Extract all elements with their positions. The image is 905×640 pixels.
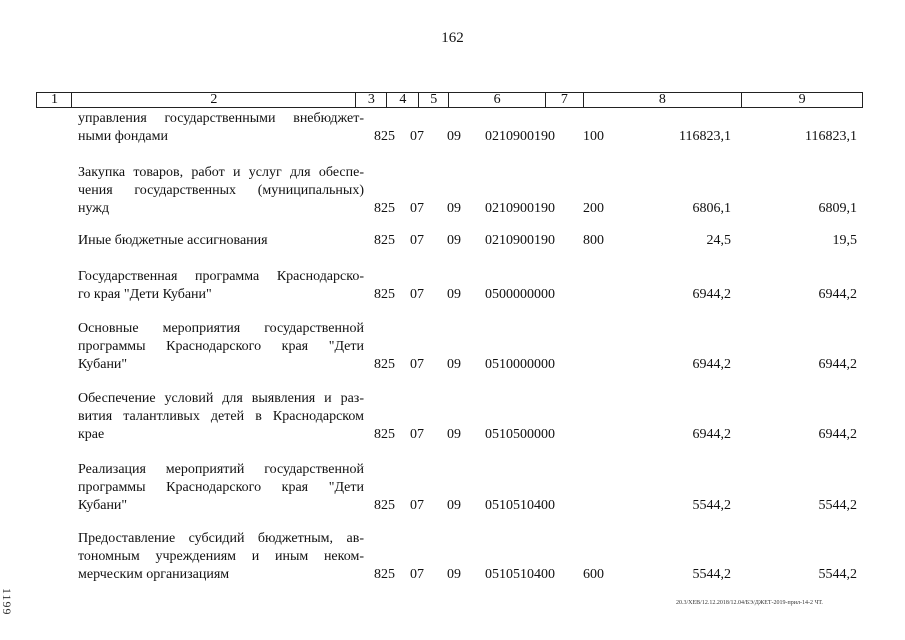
section-code: 07 — [410, 498, 424, 513]
ved-code: 825 — [374, 233, 395, 248]
table-row — [0, 164, 905, 218]
footer-code: 20.3/ХЕВ/12.12.2018/12.04/БЭ/ДЖЕТ-2019-прил-14-2 ЧТ. — [676, 600, 823, 606]
description-line: вития талантливых детей в Краснодарском — [78, 409, 364, 424]
amount-year-2: 6944,2 — [818, 357, 857, 372]
header-cell-9: 9 — [798, 93, 806, 107]
subsection-code: 09 — [447, 498, 461, 513]
amount-year-1: 6944,2 — [692, 427, 731, 442]
subsection-code: 09 — [447, 201, 461, 216]
row-description — [78, 390, 364, 444]
subsection-code: 09 — [447, 129, 461, 144]
ved-code: 825 — [374, 567, 395, 582]
amount-year-2: 19,5 — [832, 233, 857, 248]
amount-year-1: 6806,1 — [692, 201, 731, 216]
table-row — [0, 232, 905, 250]
target-article-code: 0510510400 — [485, 498, 555, 513]
description-line: Реализация мероприятий государственной — [78, 462, 364, 477]
description-line: го края "Дети Кубани" — [78, 287, 212, 302]
target-article-code: 0510510400 — [485, 567, 555, 582]
expense-type-code: 600 — [583, 567, 604, 582]
amount-year-2: 6944,2 — [818, 427, 857, 442]
amount-year-1: 116823,1 — [679, 129, 731, 144]
amount-year-2: 5544,2 — [818, 498, 857, 513]
subsection-code: 09 — [447, 233, 461, 248]
subsection-code: 09 — [447, 357, 461, 372]
table-row — [0, 390, 905, 444]
target-article-code: 0210900190 — [485, 129, 555, 144]
row-description — [78, 232, 364, 250]
amount-year-2: 116823,1 — [805, 129, 857, 144]
page-number: 162 — [441, 30, 464, 46]
header-cell-2: 2 — [72, 93, 356, 107]
subsection-code: 09 — [447, 287, 461, 302]
header-cell-1: 1 — [37, 93, 72, 107]
section-code: 07 — [410, 427, 424, 442]
side-mark: 1199 — [0, 588, 14, 616]
header-cell-6: 6 — [449, 93, 546, 107]
section-code: 07 — [410, 357, 424, 372]
row-description — [78, 530, 364, 584]
amount-year-2: 6809,1 — [818, 201, 857, 216]
header-cell-4: 4 — [387, 93, 419, 107]
ved-code: 825 — [374, 201, 395, 216]
description-line: чения государственных (муниципальных) — [78, 183, 364, 198]
row-description — [78, 110, 364, 146]
description-line: нужд — [78, 201, 110, 216]
table-row — [0, 320, 905, 374]
subsection-code: 09 — [447, 567, 461, 582]
header-cell-7: 7 — [546, 93, 584, 107]
description-line: Предоставление субсидий бюджетным, ав- — [78, 531, 364, 546]
table-row — [0, 268, 905, 304]
description-line: Государственная программа Краснодарско- — [78, 269, 364, 284]
header-cell-5: 5 — [419, 93, 449, 107]
description-line: тономным учреждениям и иным неком- — [78, 549, 364, 564]
ved-code: 825 — [374, 427, 395, 442]
description-line: ными фондами — [78, 129, 169, 144]
description-line: Основные мероприятия государственной — [78, 321, 364, 336]
table-row — [0, 110, 905, 146]
ved-code: 825 — [374, 357, 395, 372]
amount-year-1: 6944,2 — [692, 287, 731, 302]
section-code: 07 — [410, 129, 424, 144]
target-article-code: 0510000000 — [485, 357, 555, 372]
ved-code: 825 — [374, 129, 395, 144]
table-row — [0, 461, 905, 515]
table-header-row — [36, 92, 863, 108]
target-article-code: 0210900190 — [485, 201, 555, 216]
header-cell-3: 3 — [356, 93, 387, 107]
description-line: Кубани" — [78, 498, 128, 513]
target-article-code: 0210900190 — [485, 233, 555, 248]
table-row — [0, 530, 905, 584]
row-description — [78, 164, 364, 218]
amount-year-2: 6944,2 — [818, 287, 857, 302]
ved-code: 825 — [374, 287, 395, 302]
section-code: 07 — [410, 287, 424, 302]
amount-year-1: 24,5 — [706, 233, 731, 248]
description-line: Обеспечение условий для выявления и раз- — [78, 391, 364, 406]
expense-type-code: 100 — [583, 129, 604, 144]
target-article-code: 0510500000 — [485, 427, 555, 442]
description-line: Закупка товаров, работ и услуг для обеспе- — [78, 165, 364, 180]
amount-year-1: 5544,2 — [692, 567, 731, 582]
amount-year-1: 6944,2 — [692, 357, 731, 372]
amount-year-1: 5544,2 — [692, 498, 731, 513]
description-line: управления государственными внебюджет- — [78, 111, 364, 126]
section-code: 07 — [410, 201, 424, 216]
ved-code: 825 — [374, 498, 395, 513]
description-line: программы Краснодарского края "Дети — [78, 339, 364, 354]
description-line: крае — [78, 427, 105, 442]
header-cell-8: 8 — [584, 93, 743, 107]
expense-type-code: 200 — [583, 201, 604, 216]
expense-type-code: 800 — [583, 233, 604, 248]
description-line: Иные бюджетные ассигнования — [78, 233, 268, 248]
row-description — [78, 268, 364, 304]
row-description — [78, 461, 364, 515]
section-code: 07 — [410, 567, 424, 582]
target-article-code: 0500000000 — [485, 287, 555, 302]
amount-year-2: 5544,2 — [818, 567, 857, 582]
description-line: мерческим организациям — [78, 567, 230, 582]
row-description — [78, 320, 364, 374]
description-line: программы Краснодарского края "Дети — [78, 480, 364, 495]
subsection-code: 09 — [447, 427, 461, 442]
section-code: 07 — [410, 233, 424, 248]
description-line: Кубани" — [78, 357, 128, 372]
